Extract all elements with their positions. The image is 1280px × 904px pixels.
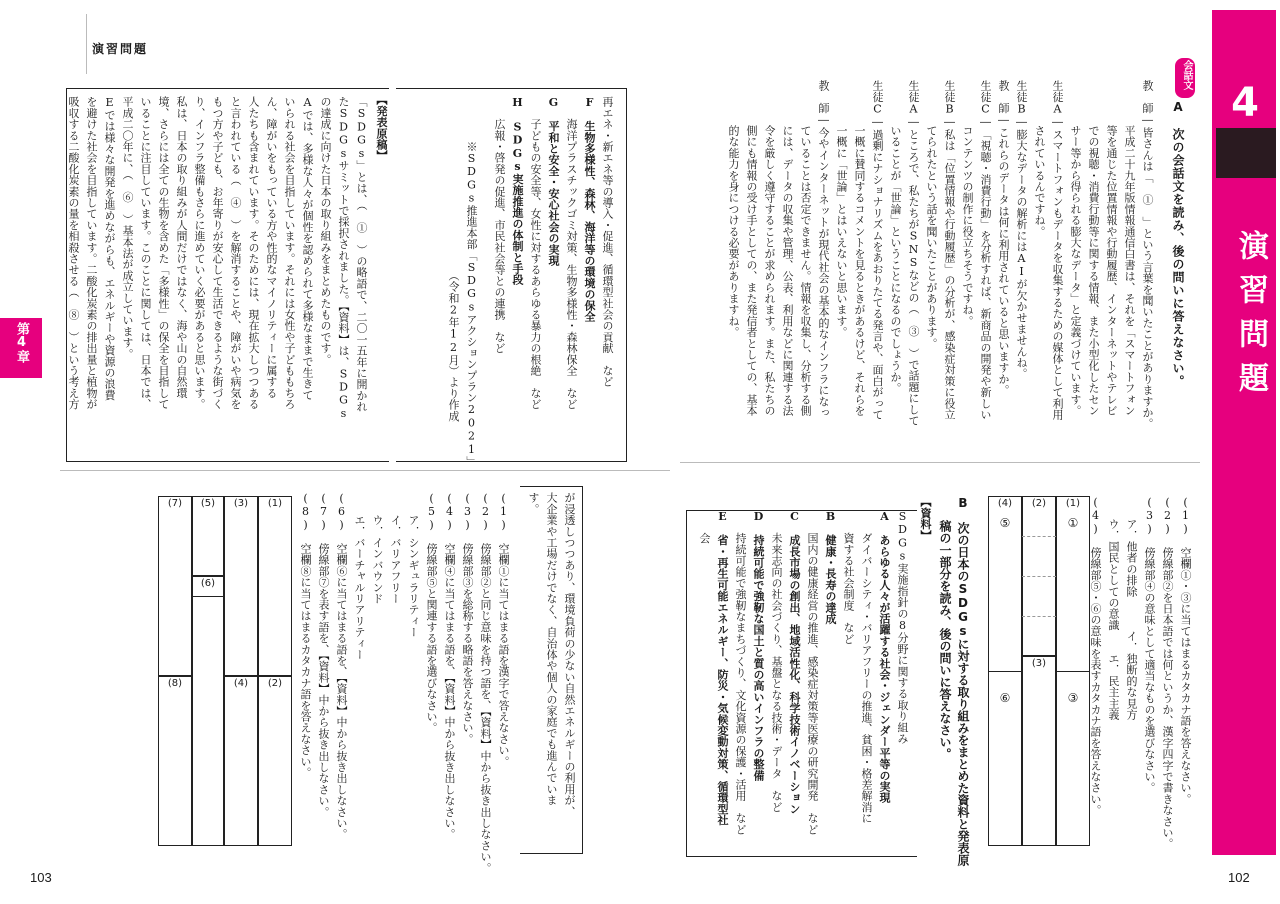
dialogue-line: には、データの収集や管理、公表、利用などに関連する法 bbox=[781, 80, 794, 416]
answer-label: (1) bbox=[267, 498, 283, 509]
answer-label: (4) bbox=[233, 678, 249, 689]
draft-line: 大企業や工場だけでなく、自治体や個人の家庭でも進んでいま bbox=[545, 492, 558, 806]
material-line: F 生物多様性、森林、海洋等の環境の保全 bbox=[583, 96, 596, 322]
material-line: 再エネ・新エネ等の導入・促進、循環型社会の貢献 など bbox=[601, 96, 614, 388]
chapter-title: 演習問題 bbox=[1233, 230, 1268, 406]
answer-box-8[interactable] bbox=[158, 676, 192, 846]
questions-b bbox=[296, 492, 516, 874]
material-line: SDGs実施指針の8分野に関する取り組み bbox=[896, 510, 909, 744]
running-header: 演習問題 bbox=[92, 42, 149, 56]
question: (6) 空欄⑥に当てはまる語を、【資料】中から抜き出しなさい。 bbox=[335, 492, 348, 840]
answer-label: (3) bbox=[233, 498, 249, 509]
material-tag: 【資料】 bbox=[919, 496, 932, 541]
dialogue-line: 生徒B―私は「位置情報や行動履歴」の分析が、感染症対策に役立 bbox=[943, 80, 956, 420]
chapter-number-bg bbox=[1214, 128, 1276, 178]
dialogue-line: 令を厳しく遵守することが求められます。また、私たちの bbox=[763, 80, 776, 416]
question: ア．シンギュラリティー bbox=[407, 492, 420, 638]
material-line: 国内の健康経営の推進、感染症対策等医療の研究開発 など bbox=[806, 510, 819, 835]
draft-line: 平成二〇年に、（ ⑥ ）基本法が成立しています。 bbox=[121, 96, 134, 360]
question: (8) 空欄⑧に当てはまるカタカナ語を答えなさい。 bbox=[299, 492, 312, 778]
section-a-heading: A 次の会話文を読み、後の問いに答えなさい。 bbox=[1171, 100, 1185, 388]
draft-line: 私は、日本の取り組みが人間だけではなく、海や山の自然環 bbox=[175, 96, 188, 399]
draft-line: Aでは、多様な人々が個性を認められて多様なままで生きて bbox=[301, 96, 314, 401]
section-a-dialogue bbox=[727, 80, 1160, 430]
chapter-number: 4 bbox=[1231, 80, 1259, 126]
answer-divider bbox=[1056, 671, 1090, 672]
answer-label: ① bbox=[1067, 516, 1079, 530]
section-divider bbox=[60, 470, 670, 471]
answer-box-2[interactable] bbox=[258, 676, 292, 846]
draft-line: 吸収する二酸化炭素の量を相殺させる（ ⑧ ）という考え方 bbox=[67, 96, 80, 410]
dialogue-line: 生徒C―「視聴・消費行動」を分析すれば、新商品の開発や新しい bbox=[979, 80, 992, 420]
chapter-tab-edge bbox=[1212, 10, 1216, 855]
dialogue-line: 平成二十九年版情報通信白書は、それを「スマートフォン bbox=[1123, 80, 1136, 416]
answer-box-1[interactable] bbox=[258, 496, 292, 676]
draft-line: り、インフラ整備もさらに進めていく必要があると思います。 bbox=[193, 96, 206, 410]
question: (1) 空欄①・③に当てはまるカタカナ語を答えなさい。 bbox=[1179, 496, 1192, 805]
dialogue-line: 教 師―皆さんは「 ① 」という言葉を聞いたことがありますか。 bbox=[1141, 80, 1154, 430]
dialogue-line: での視聴・消費行動等に関する情報、また小型化したセン bbox=[1087, 80, 1100, 416]
material-line: 海洋プラスチックゴミ対策、生物多様性・森林保全 など bbox=[565, 96, 578, 410]
answer-grid-b bbox=[158, 496, 292, 846]
material-line: C 成長市場の創出、地域活性化、科学技術イノベーション bbox=[788, 510, 801, 815]
answer-label: ③ bbox=[1067, 691, 1079, 705]
material-line: 持続可能で強靭なまちづくり、文化資源の保護・活用 など bbox=[734, 510, 747, 835]
answer-label: (5) bbox=[200, 498, 216, 509]
answer-box-6[interactable] bbox=[192, 576, 224, 846]
draft-line: たSDGsサミットで採択されました。【資料】は、SDGs bbox=[337, 96, 350, 421]
question: (2) 傍線部②と同じ意味を持つ語を、【資料】中から抜き出しなさい。 bbox=[479, 492, 492, 874]
dialogue-line: 一概に賛同するコメントを見るときがあるけど、それらを bbox=[853, 80, 866, 416]
dialogue-line: サー等から得られる膨大なデータ」と定義づけています。 bbox=[1069, 80, 1082, 416]
answer-box-4[interactable] bbox=[224, 676, 258, 846]
draft-tag: 【発表原稿】 bbox=[375, 94, 388, 162]
material-line: A あらゆる人々が活躍する社会・ジェンダー平等の実現 bbox=[878, 510, 891, 804]
question: (5) 傍線部⑤と関連する語を選びなさい。 bbox=[425, 492, 438, 734]
question: エ．バーチャルリアリティー bbox=[353, 492, 366, 660]
question: ウ．インバウンド bbox=[371, 492, 384, 604]
question: (3) 傍線部④の意味として適当なものを選びなさい。 bbox=[1143, 496, 1156, 794]
page-number-left: 103 bbox=[30, 870, 52, 885]
dialogue-line: コンテンツの制作に役立ちそうですね。 bbox=[961, 80, 974, 327]
question: イ．バリアフリー bbox=[389, 492, 402, 604]
question: ア．他者の排除 イ．独断的な見方 bbox=[1125, 496, 1138, 720]
dialogue-line: 的な能力を身につける必要がありますね。 bbox=[727, 80, 740, 338]
draft-line: と言われている（ ④ ）を解消することや、障がいや病気を bbox=[229, 96, 242, 410]
answer-divider bbox=[192, 596, 224, 597]
question: (1) 空欄①に当てはまる語を漢字で答えなさい。 bbox=[497, 492, 510, 767]
questions-a bbox=[1089, 496, 1200, 850]
chapter-tab bbox=[1214, 10, 1276, 855]
section-a-badge-text: 会話文 bbox=[1181, 60, 1192, 90]
answer-label: (2) bbox=[267, 678, 283, 689]
draft-line: 「SDGs」とは、（ ① ）の略語で、二〇一五年に開かれ bbox=[355, 96, 368, 413]
material-line: 資する社会制度 など bbox=[842, 510, 855, 645]
dialogue-line: 生徒A―ところで、私たちがSNSなどの（ ③ ）で話題にして bbox=[907, 80, 920, 426]
material-line: ※SDGs推進本部「SDGsアクションプラン2021」 bbox=[465, 96, 478, 468]
dialogue-line: 等を通じた位置情報や行動履歴、インターネットやテレビ bbox=[1105, 80, 1118, 416]
draft-line: を避けた社会を目指しています。二酸化炭素の排出量と植物が bbox=[85, 96, 98, 410]
answer-divider bbox=[988, 671, 1022, 672]
answer-box-3[interactable] bbox=[224, 496, 258, 676]
dialogue-line: 側にも情報の受け手としての、また発信者としての、基本 bbox=[745, 80, 758, 416]
dialogue-line: 教 師―今やインターネットが現代社会の基本的なインフラになっ bbox=[817, 80, 830, 418]
question: ウ．国民としての意識 エ．民主主義 bbox=[1107, 496, 1120, 720]
dialogue-line: 教 師―これらのデータは何に利用されていると思いますか。 bbox=[997, 80, 1010, 396]
section-b-heading: 稿の一部分を読み、後の問いに答えなさい。 bbox=[938, 496, 952, 760]
page-number-right: 102 bbox=[1228, 870, 1250, 885]
material-line: D 持続可能で強靭な国土と質の高いインフラの整備 bbox=[752, 510, 765, 781]
answer-label: ⑥ bbox=[999, 691, 1011, 705]
material-line: H SDGs実施推進の体制と手段 bbox=[511, 96, 524, 286]
draft-body bbox=[67, 96, 370, 456]
dialogue-line: ていることは否定できません。情報を収集し、分析する側 bbox=[799, 80, 812, 416]
answer-label: (1) bbox=[1065, 498, 1081, 509]
dialogue-line: 一概に「世論」とはいえないと思います。 bbox=[835, 80, 848, 338]
dialogue-line: されているんですね。 bbox=[1033, 80, 1046, 237]
answer-label: (7) bbox=[167, 498, 183, 509]
answer-box-7[interactable] bbox=[158, 496, 192, 676]
material-cont bbox=[400, 96, 620, 468]
draft-line: いられる社会を目指しています。それには女性や子どももちろ bbox=[283, 96, 296, 410]
dialogue-line: てられたという話を聞いたことがあります。 bbox=[925, 80, 938, 349]
question: (4) 傍線部⑤・⑥の意味を表すカタカナ語を答えなさい。 bbox=[1089, 496, 1102, 816]
dialogue-line: いることが「世論」ということになるのでしょうか。 bbox=[889, 80, 902, 394]
question: (4) 空欄④に当てはまる語を、【資料】中から抜き出しなさい。 bbox=[443, 492, 456, 840]
answer-label: (3) bbox=[1031, 658, 1047, 669]
answer-label: (8) bbox=[167, 678, 183, 689]
question: (3) 傍線部③を総称する略語を答えなさい。 bbox=[461, 492, 474, 745]
header-rule bbox=[86, 14, 87, 74]
material-line: （令和2年12月）より作成 bbox=[447, 96, 460, 422]
answer-box-3[interactable] bbox=[1022, 656, 1056, 846]
answer-label: (4) bbox=[997, 498, 1013, 509]
material-line: B 健康・長寿の達成 bbox=[824, 510, 837, 624]
draft-line: いることに注目しています。このことに関しては、日本では、 bbox=[139, 96, 152, 410]
dialogue-line: 生徒C―過剰にナショナリズムをあおりたてる発言や、面白がって bbox=[871, 80, 884, 420]
draft-line: Eでは様々な開発を進めながらも、エネルギーや資源の浪費 bbox=[103, 96, 116, 401]
material-line: G 平和と安全・安心社会の実現 bbox=[547, 96, 560, 266]
draft-line: の達成に向けた日本の取り組みをまとめたものです。 bbox=[319, 96, 332, 365]
draft-line: 人たちも含まれています。そのためには、現在拡大しつつある bbox=[247, 96, 260, 410]
side-tab-text: 第4章 bbox=[14, 322, 29, 363]
material-line: 会 bbox=[698, 510, 711, 544]
answer-label: (6) bbox=[200, 578, 216, 589]
dialogue-line: 生徒B―膨大なデータの解析にはAIが欠かせませんね。 bbox=[1015, 80, 1028, 380]
draft-line: す。 bbox=[527, 492, 540, 515]
draft-line: ん、障がいをもっている方や性的なマイノリティーに属する bbox=[265, 96, 278, 399]
material-line: 未来志向の社会づくり、基盤となる技術・データ など bbox=[770, 510, 783, 813]
material-frame bbox=[686, 510, 917, 857]
question: (2) 傍線部②を日本語では何というか、漢字四字で書きなさい。 bbox=[1161, 496, 1174, 850]
draft-line: もつ方や子ども、お年寄りが安心して生活できるような街づく bbox=[211, 96, 224, 410]
answer-label: ⑤ bbox=[999, 516, 1011, 530]
material-line: E 省・再生可能エネルギー、防災・気候変動対策、循環型社 bbox=[716, 510, 729, 826]
draft-line: が浸透しつつあり、環境負荷の少ない自然エネルギーの利用が、 bbox=[563, 492, 576, 817]
answer-label: (2) bbox=[1031, 498, 1047, 509]
answer-grid-a bbox=[988, 496, 1090, 846]
material-line: 広報・啓発の促進、市民社会等との連携 など bbox=[493, 96, 506, 354]
dialogue-line: 生徒A―スマートフォンもデータを収集するための媒体として利用 bbox=[1051, 80, 1064, 420]
section-b-heading: B 次の日本のSDGsに対する取り組みをまとめた資料と発表原 bbox=[956, 496, 970, 866]
material-line: ダイバーシティ・バリアフリーの推進、貧困・格差解消に bbox=[860, 510, 873, 824]
section-divider bbox=[680, 462, 1200, 463]
material-line: 子どもの安全等、女性に対するあらゆる暴力の根絶 など bbox=[529, 96, 542, 410]
draft-line: 境、さらには全ての生物を含めた「多様性」の保全を目指して bbox=[157, 96, 170, 410]
question: (7) 傍線部⑦を表す語を、【資料】中から抜き出しなさい。 bbox=[317, 492, 330, 818]
